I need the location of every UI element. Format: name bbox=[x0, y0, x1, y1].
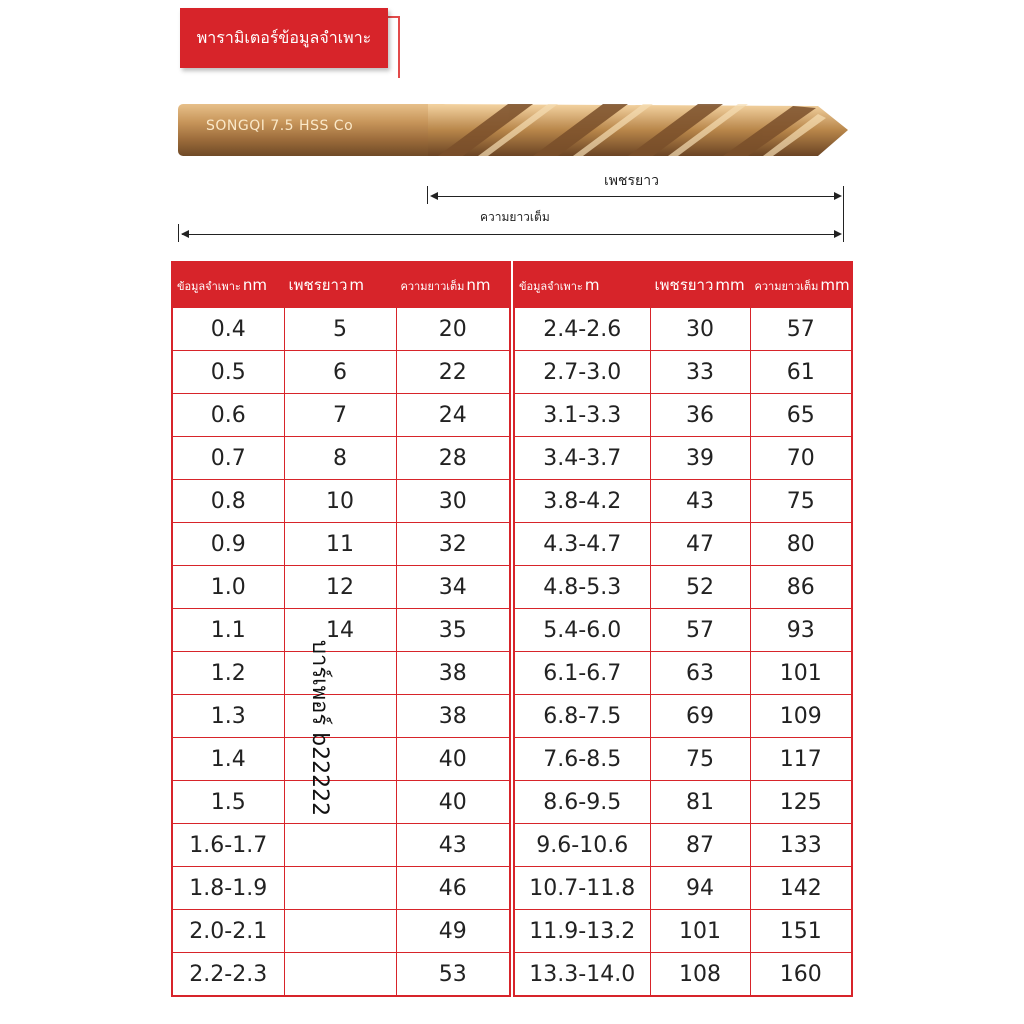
header-unit: mm bbox=[715, 276, 745, 294]
table-row bbox=[514, 738, 852, 781]
flute-length-cell: 108 bbox=[650, 953, 750, 997]
flute-length-cell bbox=[284, 867, 396, 910]
table-row bbox=[172, 781, 510, 824]
overall-length-cell: 70 bbox=[750, 437, 852, 480]
flute-length-cell bbox=[284, 738, 396, 781]
header-overall-length bbox=[750, 262, 852, 308]
flute-dim-tick-left bbox=[427, 186, 428, 204]
flute-length-cell: 6 bbox=[284, 351, 396, 394]
spec-cell: 3.1-3.3 bbox=[514, 394, 650, 437]
flute-length-cell: 57 bbox=[650, 609, 750, 652]
header-unit: m bbox=[584, 275, 600, 294]
flute-length-cell: 43 bbox=[650, 480, 750, 523]
table-row bbox=[172, 308, 510, 351]
table-header-row bbox=[514, 262, 852, 308]
table-row bbox=[514, 953, 852, 997]
overall-length-cell: 24 bbox=[396, 394, 510, 437]
table-row bbox=[514, 695, 852, 738]
overall-length-cell: 160 bbox=[750, 953, 852, 997]
table-row bbox=[172, 953, 510, 997]
spec-cell: 3.4-3.7 bbox=[514, 437, 650, 480]
table-row bbox=[514, 437, 852, 480]
table-row bbox=[172, 867, 510, 910]
overall-length-cell: 49 bbox=[396, 910, 510, 953]
spec-cell: 1.1 bbox=[172, 609, 284, 652]
flute-length-cell: 8 bbox=[284, 437, 396, 480]
header-label: เพชรยาว bbox=[288, 276, 348, 294]
flute-dim-arrow-left-icon bbox=[430, 192, 438, 200]
table-row bbox=[172, 523, 510, 566]
header-label: เพชรยาว bbox=[654, 276, 714, 294]
spec-cell: 8.6-9.5 bbox=[514, 781, 650, 824]
overall-length-cell: 151 bbox=[750, 910, 852, 953]
flute-length-cell: 39 bbox=[650, 437, 750, 480]
table-row bbox=[514, 867, 852, 910]
flute-length-cell: 52 bbox=[650, 566, 750, 609]
overall-length-cell: 35 bbox=[396, 609, 510, 652]
flute-length-cell: 75 bbox=[650, 738, 750, 781]
overall-length-cell: 22 bbox=[396, 351, 510, 394]
flute-dim-tick-right bbox=[843, 186, 844, 242]
table-row bbox=[172, 394, 510, 437]
flute-length-cell bbox=[284, 953, 396, 997]
overall-length-cell: 28 bbox=[396, 437, 510, 480]
overall-length-cell: 142 bbox=[750, 867, 852, 910]
spec-cell: 2.0-2.1 bbox=[172, 910, 284, 953]
spec-table-right bbox=[513, 261, 853, 997]
flute-length-cell: 30 bbox=[650, 308, 750, 351]
spec-cell: 2.2-2.3 bbox=[172, 953, 284, 997]
table-row bbox=[172, 910, 510, 953]
flute-length-label: เพชรยาว bbox=[604, 173, 659, 189]
header-spec bbox=[514, 262, 650, 308]
table-row bbox=[514, 652, 852, 695]
overall-length-cell: 65 bbox=[750, 394, 852, 437]
overall-length-cell: 40 bbox=[396, 781, 510, 824]
spec-cell: 2.4-2.6 bbox=[514, 308, 650, 351]
table-row bbox=[172, 824, 510, 867]
drill-marking: SONGQI 7.5 HSS Co bbox=[206, 118, 354, 134]
overall-length-cell: 53 bbox=[396, 953, 510, 997]
table-row bbox=[514, 781, 852, 824]
spec-cell: 2.7-3.0 bbox=[514, 351, 650, 394]
overall-length-cell: 117 bbox=[750, 738, 852, 781]
flute-length-cell: 14 bbox=[284, 609, 396, 652]
overall-length-cell: 57 bbox=[750, 308, 852, 351]
overall-length-cell: 38 bbox=[396, 695, 510, 738]
banner-title: พารามิเตอร์ข้อมูลจำเพาะ bbox=[180, 8, 388, 68]
header-unit: m bbox=[349, 276, 365, 294]
flute-length-cell: 10 bbox=[284, 480, 396, 523]
spec-cell: 0.6 bbox=[172, 394, 284, 437]
overall-length-cell: 32 bbox=[396, 523, 510, 566]
overall-length-cell: 20 bbox=[396, 308, 510, 351]
spec-cell: 6.8-7.5 bbox=[514, 695, 650, 738]
overall-length-cell: 61 bbox=[750, 351, 852, 394]
spec-cell: 0.7 bbox=[172, 437, 284, 480]
spec-cell: 0.8 bbox=[172, 480, 284, 523]
overall-length-cell: 40 bbox=[396, 738, 510, 781]
spec-cell: 1.5 bbox=[172, 781, 284, 824]
spec-cell: 0.5 bbox=[172, 351, 284, 394]
overall-length-cell: 93 bbox=[750, 609, 852, 652]
table-row bbox=[514, 523, 852, 566]
flute-length-cell: 47 bbox=[650, 523, 750, 566]
overall-length-cell: 86 bbox=[750, 566, 852, 609]
header-unit: nm bbox=[242, 275, 267, 294]
flute-length-cell: 11 bbox=[284, 523, 396, 566]
flute-length-cell: 101 bbox=[650, 910, 750, 953]
overall-length-cell: 101 bbox=[750, 652, 852, 695]
watermark-text: บาร์เพอร์ b22222 bbox=[307, 640, 332, 817]
header-label: ข้อมูลจำเพาะ bbox=[177, 279, 241, 293]
header-overall-length bbox=[396, 262, 510, 308]
overall-dim-tick-left bbox=[178, 224, 179, 242]
table-row bbox=[172, 652, 510, 695]
flute-length-cell: 36 bbox=[650, 394, 750, 437]
spec-cell: 13.3-14.0 bbox=[514, 953, 650, 997]
table-row bbox=[514, 609, 852, 652]
flute-length-cell: 7 bbox=[284, 394, 396, 437]
header-unit: nm bbox=[466, 275, 491, 294]
table-row bbox=[172, 738, 510, 781]
header-unit: mm bbox=[820, 275, 850, 294]
flute-length-cell bbox=[284, 781, 396, 824]
overall-length-cell: 43 bbox=[396, 824, 510, 867]
header-spec bbox=[172, 262, 284, 308]
table-row bbox=[514, 351, 852, 394]
overall-length-cell: 38 bbox=[396, 652, 510, 695]
flute-length-cell bbox=[284, 695, 396, 738]
flute-length-cell: 94 bbox=[650, 867, 750, 910]
table-header-row bbox=[172, 262, 510, 308]
spec-cell: 4.3-4.7 bbox=[514, 523, 650, 566]
spec-cell: 5.4-6.0 bbox=[514, 609, 650, 652]
table-row bbox=[172, 609, 510, 652]
table-row bbox=[172, 480, 510, 523]
header-label: ความยาวเต็ม bbox=[754, 279, 819, 293]
overall-length-cell: 75 bbox=[750, 480, 852, 523]
spec-cell: 0.9 bbox=[172, 523, 284, 566]
flute-length-cell: 63 bbox=[650, 652, 750, 695]
flute-length-cell: 12 bbox=[284, 566, 396, 609]
spec-cell: 1.0 bbox=[172, 566, 284, 609]
spec-cell: 1.3 bbox=[172, 695, 284, 738]
flute-length-cell: 87 bbox=[650, 824, 750, 867]
overall-length-cell: 30 bbox=[396, 480, 510, 523]
overall-length-cell: 109 bbox=[750, 695, 852, 738]
flute-length-cell: 69 bbox=[650, 695, 750, 738]
spec-cell: 1.6-1.7 bbox=[172, 824, 284, 867]
flute-length-cell bbox=[284, 652, 396, 695]
overall-dim-line bbox=[182, 234, 838, 235]
flute-dim-arrow-right-icon bbox=[834, 192, 842, 200]
table-row bbox=[172, 566, 510, 609]
overall-length-label: ความยาวเต็ม bbox=[480, 210, 550, 224]
flute-length-cell bbox=[284, 824, 396, 867]
spec-cell: 0.4 bbox=[172, 308, 284, 351]
spec-cell: 7.6-8.5 bbox=[514, 738, 650, 781]
spec-cell: 6.1-6.7 bbox=[514, 652, 650, 695]
overall-length-cell: 133 bbox=[750, 824, 852, 867]
spec-cell: 1.4 bbox=[172, 738, 284, 781]
overall-dim-arrow-left-icon bbox=[181, 230, 189, 238]
table-row bbox=[514, 308, 852, 351]
table-row bbox=[172, 351, 510, 394]
spec-cell: 9.6-10.6 bbox=[514, 824, 650, 867]
overall-length-cell: 125 bbox=[750, 781, 852, 824]
spec-cell: 1.8-1.9 bbox=[172, 867, 284, 910]
table-row bbox=[514, 566, 852, 609]
header-flute-length bbox=[650, 262, 750, 308]
spec-cell: 10.7-11.8 bbox=[514, 867, 650, 910]
flute-length-cell: 33 bbox=[650, 351, 750, 394]
spec-cell: 11.9-13.2 bbox=[514, 910, 650, 953]
table-row bbox=[172, 437, 510, 480]
header-flute-length bbox=[284, 262, 396, 308]
spec-cell: 1.2 bbox=[172, 652, 284, 695]
table-row bbox=[514, 480, 852, 523]
spec-cell: 4.8-5.3 bbox=[514, 566, 650, 609]
header-label: ความยาวเต็ม bbox=[400, 279, 465, 293]
flute-length-cell bbox=[284, 910, 396, 953]
table-row bbox=[514, 910, 852, 953]
overall-length-cell: 34 bbox=[396, 566, 510, 609]
header-label: ข้อมูลจำเพาะ bbox=[519, 279, 583, 293]
table-row bbox=[172, 695, 510, 738]
flute-dim-line bbox=[432, 196, 838, 197]
table-row bbox=[514, 394, 852, 437]
overall-length-cell: 80 bbox=[750, 523, 852, 566]
spec-cell: 3.8-4.2 bbox=[514, 480, 650, 523]
flute-length-cell: 5 bbox=[284, 308, 396, 351]
flute-length-cell: 81 bbox=[650, 781, 750, 824]
table-row bbox=[514, 824, 852, 867]
overall-length-cell: 46 bbox=[396, 867, 510, 910]
spec-table-left bbox=[171, 261, 511, 997]
overall-dim-arrow-right-icon bbox=[834, 230, 842, 238]
